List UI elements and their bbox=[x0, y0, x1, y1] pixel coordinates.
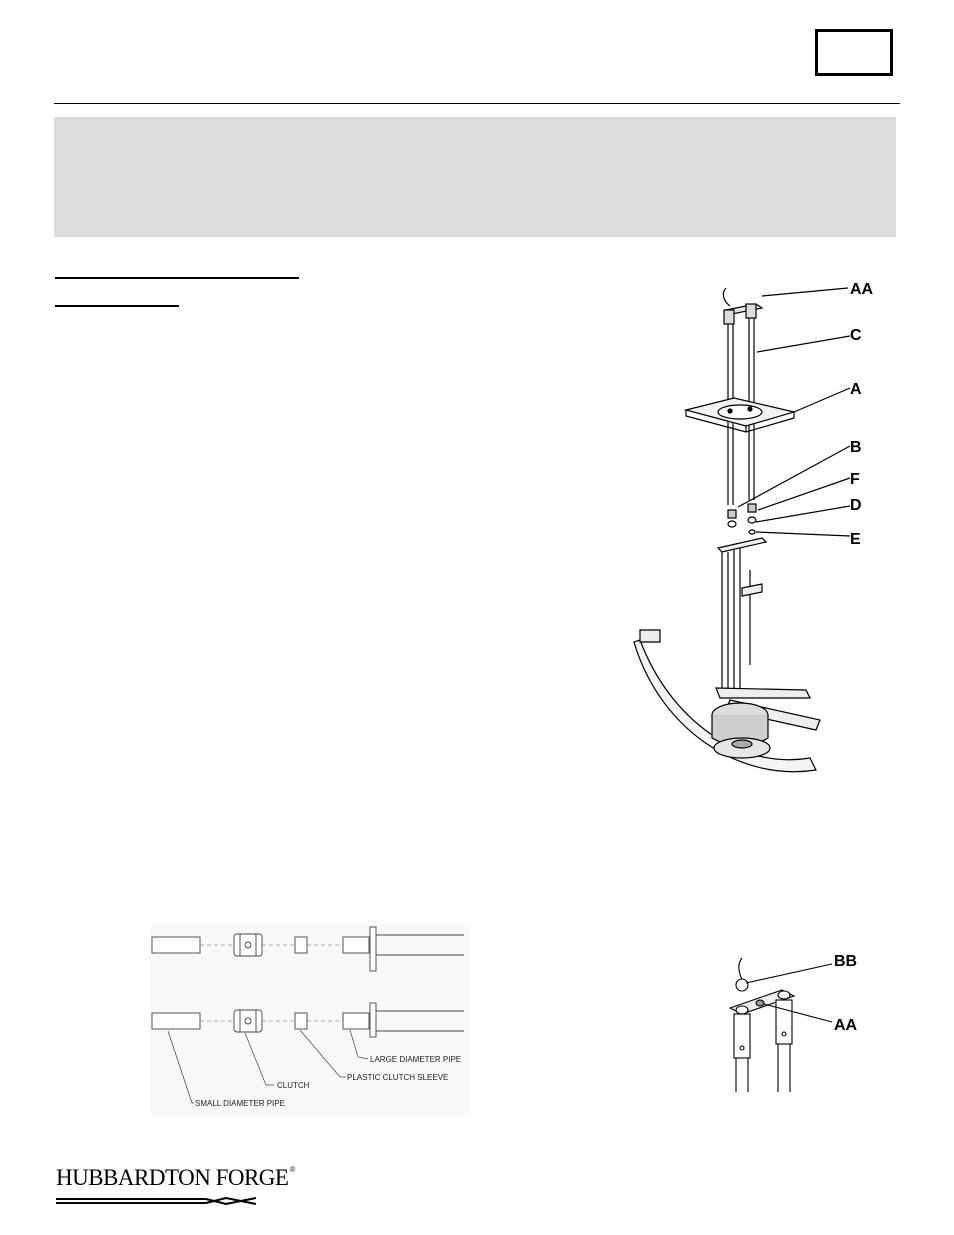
section-heading-underline-1 bbox=[55, 277, 299, 279]
brand-name: HUBBARDTON FORGE bbox=[56, 1165, 289, 1190]
label-small-diameter-pipe: SMALL DIAMETER PIPE bbox=[195, 1099, 285, 1108]
callout-d: D bbox=[850, 497, 862, 514]
page-number-box bbox=[815, 29, 893, 76]
callout-aa: AA bbox=[850, 281, 874, 298]
callout-b: B bbox=[850, 439, 862, 456]
brand-logo bbox=[56, 1165, 295, 1191]
registered-mark: ® bbox=[289, 1165, 296, 1174]
callout-c: C bbox=[850, 327, 862, 344]
detail-bracket-diagram bbox=[720, 948, 870, 1093]
label-large-diameter-pipe: LARGE DIAMETER PIPE bbox=[370, 1055, 462, 1064]
label-clutch: CLUTCH bbox=[277, 1081, 310, 1090]
callout-f: F bbox=[850, 471, 860, 488]
logo-tongs-icon bbox=[56, 1196, 256, 1206]
clutch-assembly-diagram bbox=[150, 925, 470, 1115]
exploded-assembly-diagram bbox=[630, 270, 890, 790]
header-rule bbox=[54, 103, 900, 104]
section-heading-underline-2 bbox=[55, 305, 179, 307]
instructions-banner bbox=[54, 117, 896, 237]
callout-a: A bbox=[850, 381, 862, 398]
callout-bb: BB bbox=[834, 953, 858, 970]
callout-aa-detail: AA bbox=[834, 1017, 858, 1034]
label-plastic-clutch-sleeve: PLASTIC CLUTCH SLEEVE bbox=[347, 1073, 449, 1082]
callout-e: E bbox=[850, 531, 861, 548]
